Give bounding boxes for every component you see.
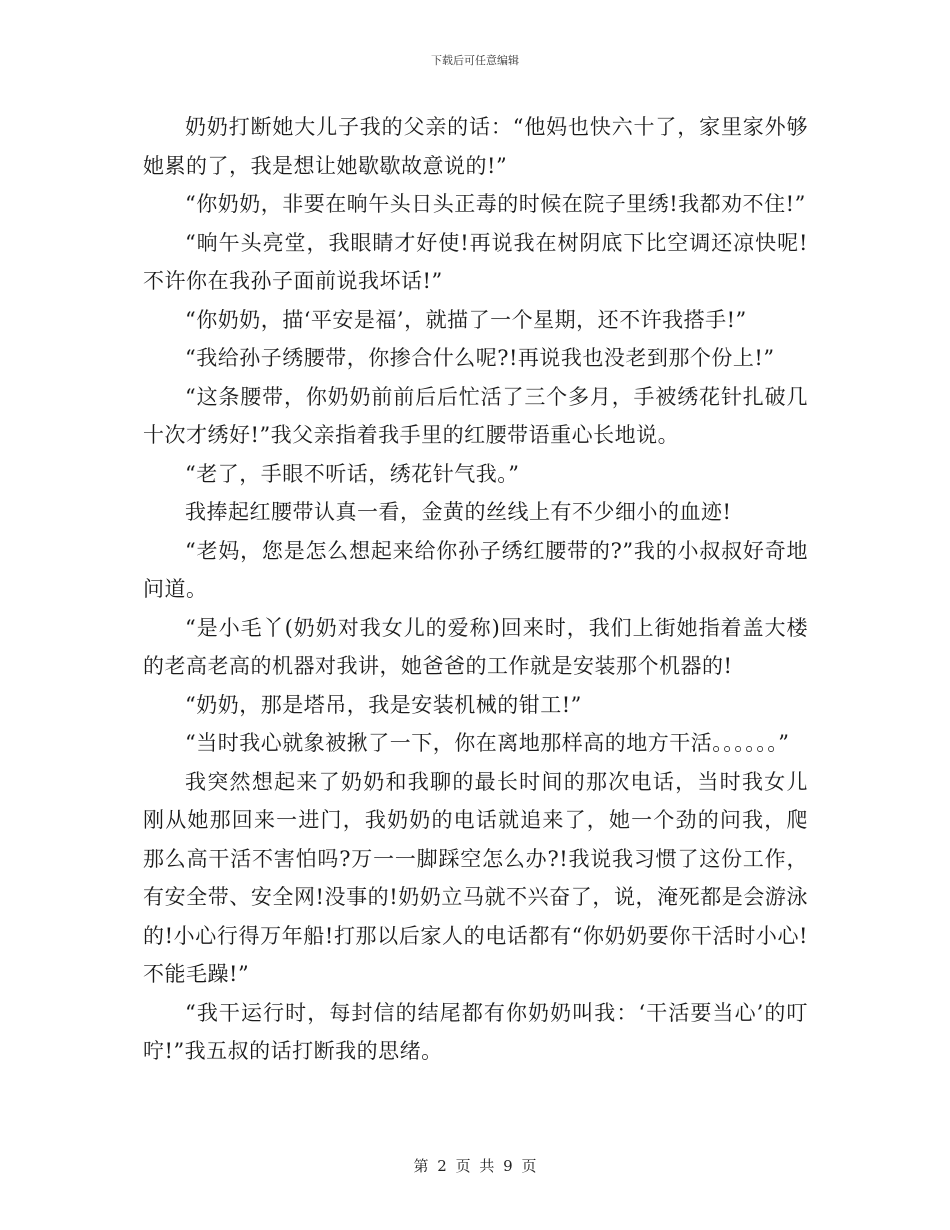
paragraph: “老了，手眼不听话，绣花针气我。” xyxy=(185,461,520,486)
paragraph: 我突然想起来了奶奶和我聊的最长时间的那次电话，当时我女儿刚从她那回来一进门，我奶奶的电话就追来了，她一个劲的问我，爬那么高干活不害怕吗?万一一脚踩空怎么办?!我说我习惯了这份工作，有安全带、安全网!没事的!奶奶立马就不兴奋了，说，淹死都是会游泳的!小心行得万年船!打那以后家人的电话都有“你奶奶要你干活时小心!不能毛躁!” xyxy=(143,769,808,986)
paragraph: “我干运行时，每封信的结尾都有你奶奶叫我：‘干活要当心’的叮咛!”我五叔的话打断我的思绪。 xyxy=(143,1000,808,1063)
document-body xyxy=(143,108,808,1071)
paragraph: “是小毛丫(奶奶对我女儿的爱称)回来时，我们上街她指着盖大楼的老高老高的机器对我讲，她爸爸的工作就是安装那个机器的! xyxy=(143,615,808,678)
paragraph: “这条腰带，你奶奶前前后后忙活了三个多月，手被绣花针扎破几十次才绣好!”我父亲指着我手里的红腰带语重心长地说。 xyxy=(143,384,808,447)
paragraph: “你奶奶，描‘平安是福’，就描了一个星期，还不许我搭手!” xyxy=(185,307,747,332)
paragraph: “晌午头亮堂，我眼睛才好使!再说我在树阴底下比空调还凉快呢!不许你在我孙子面前说我坏话!” xyxy=(143,230,808,293)
paragraph: “我给孙子绣腰带，你掺合什么呢?!再说我也没老到那个份上!” xyxy=(185,346,775,370)
paragraph: “奶奶，那是塔吊，我是安装机械的钳工!” xyxy=(185,692,582,717)
page-number: 第 2 页 共 9 页 xyxy=(413,1157,537,1175)
paragraph: “你奶奶，非要在晌午头日头正毒的时候在院子里绣!我都劝不住!” xyxy=(185,192,806,216)
page-header: 下载后可任意编辑 xyxy=(431,54,519,67)
paragraph: 我捧起红腰带认真一看，金黄的丝线上有不少细小的血迹! xyxy=(185,500,732,524)
paragraph: “当时我心就象被揪了一下，你在离地那样高的地方干活。。。。。。” xyxy=(185,731,790,755)
paragraph: 奶奶打断她大儿子我的父亲的话：“他妈也快六十了，家里家外够她累的了，我是想让她歇歇故意说的!” xyxy=(143,115,808,178)
paragraph: “老妈，您是怎么想起来给你孙子绣红腰带的?”我的小叔叔好奇地问道。 xyxy=(143,538,808,601)
